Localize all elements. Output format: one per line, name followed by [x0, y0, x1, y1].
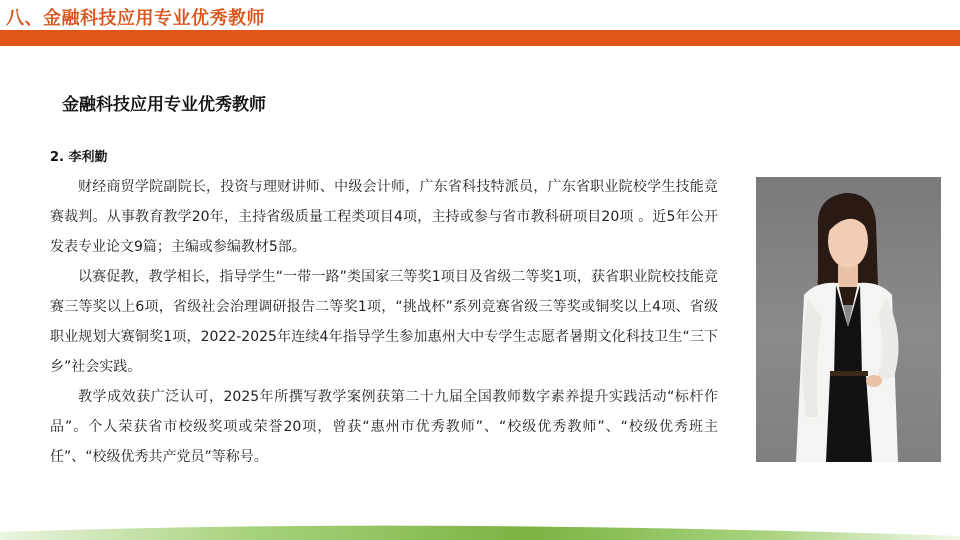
section-title: 八、金融科技应用专业优秀教师: [6, 8, 265, 29]
footer-decorative-band: [0, 524, 960, 540]
teacher-portrait-photo: [756, 177, 941, 462]
bio-paragraph-3: 教学成效获广泛认可，2025年所撰写教学案例获第二十九届全国教师数字素养提升实践活动“标杆作品”。个人荣获省市校级奖项或荣誉20项，曾获“惠州市优秀教师”、“校级优秀教师”、“校级优秀班主任”、“校级优秀共产党员”等称号。: [50, 389, 718, 465]
teacher-bio: [50, 172, 718, 472]
bio-paragraph-1: 财经商贸学院副院长，投资与理财讲师、中级会计师，广东省科技特派员，广东省职业院校学生技能竞赛裁判。从事教育教学20年，主持省级质量工程类项目4项，主持或参与省市教科研项目20项 。近5年公开发表专业论文9篇；主编或参编教材5部。: [50, 179, 718, 255]
bio-paragraph-2: 以赛促教，教学相长，指导学生“一带一路”类国家三等奖1项目及省级二等奖1项，获省职业院校技能竞赛三等奖以上6项，省级社会治理调研报告二等奖1项，“挑战杯”系列竞赛省级三等奖或铜奖以上4项、省级职业规划大赛铜奖1项，2022-2025年连续4年指导学生参加惠州大中专学生志愿者暑期文化科技卫生“三下乡”社会实践。: [50, 269, 718, 375]
header-accent-bar: [0, 30, 960, 46]
page-subtitle: 金融科技应用专业优秀教师: [62, 95, 266, 115]
teacher-name: 2. 李利勤: [50, 150, 108, 165]
portrait-illustration: [756, 177, 941, 462]
